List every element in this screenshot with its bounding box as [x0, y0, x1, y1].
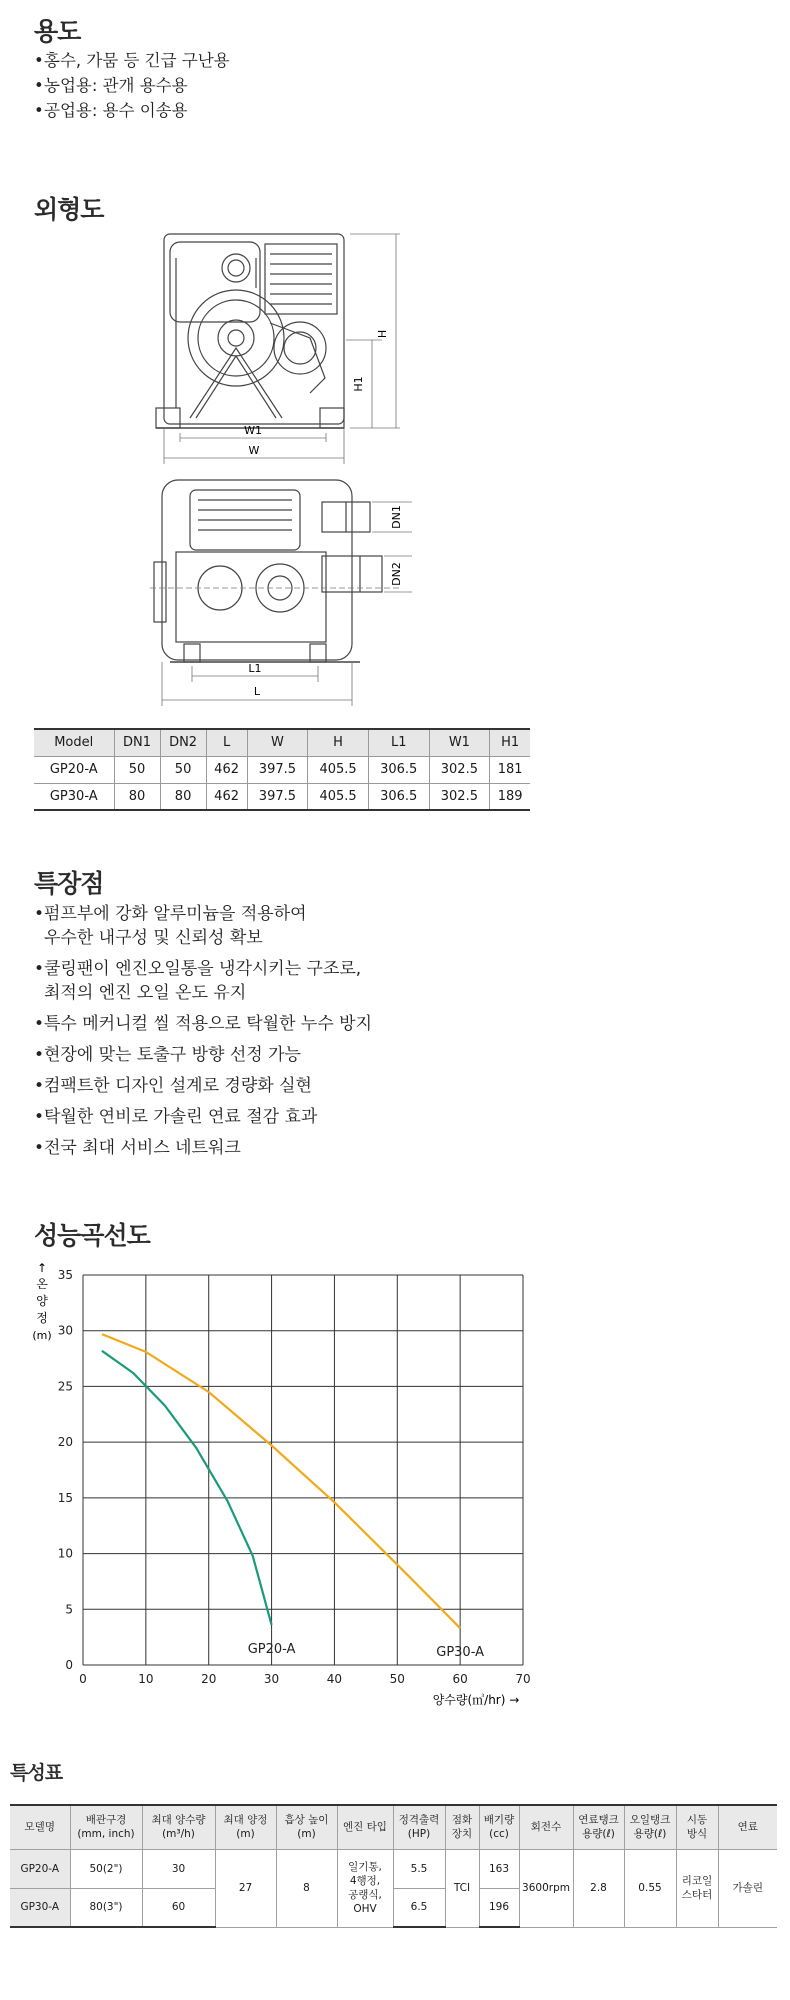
x-tick-label: 50	[389, 1672, 405, 1686]
spec-table-header	[10, 1805, 777, 1849]
x-tick-label: 0	[79, 1672, 87, 1686]
start-line: 리코일	[681, 1875, 713, 1887]
y-axis-title-line: 양	[36, 1294, 48, 1308]
table-cell: 60	[142, 1888, 215, 1927]
y-tick-label: 25	[57, 1379, 73, 1394]
usage-list	[34, 48, 230, 123]
table-cell: 가솔린	[718, 1849, 777, 1927]
feature-item	[34, 957, 372, 1005]
col-header: DN1	[114, 729, 160, 756]
table-cell: 5.5	[393, 1849, 445, 1888]
table-cell: 80	[114, 783, 160, 810]
header-line: 최대 양정	[223, 1814, 268, 1827]
dim-label-w: W	[248, 444, 260, 457]
series-line	[102, 1351, 272, 1625]
feature-line: • 펌프부에 강화 알루미늄을 적용하여	[44, 904, 307, 924]
model-cell: GP30-A	[10, 1888, 70, 1927]
y-axis-title	[32, 1261, 51, 1342]
col-header	[142, 1805, 215, 1849]
col-header	[215, 1805, 276, 1849]
series-label: GP30-A	[436, 1645, 485, 1661]
header-line: 회전수	[530, 1821, 562, 1834]
pump-side-drawing	[150, 470, 420, 710]
feature-line: • 전국 최대 서비스 네트워크	[44, 1138, 241, 1158]
dim-label-dn2: DN2	[390, 562, 403, 586]
header-line: 용량(ℓ)	[582, 1828, 615, 1841]
dim-label-l1: L1	[248, 662, 262, 675]
start-line: 스타터	[681, 1889, 713, 1901]
feature-item	[34, 1105, 372, 1129]
dim-label-dn1: DN1	[390, 505, 403, 529]
table-cell: 196	[479, 1888, 519, 1927]
performance-heading: 성능곡선도	[34, 1221, 150, 1250]
col-header	[519, 1805, 573, 1849]
table-cell: 0.55	[624, 1849, 676, 1927]
dimensions-table-header	[34, 729, 530, 756]
y-tick-label: 30	[57, 1323, 73, 1338]
table-cell: 30	[142, 1849, 215, 1888]
feature-line: • 컴팩트한 디자인 설계로 경량화 실현	[44, 1076, 312, 1096]
dim-label-w1: W1	[244, 424, 262, 437]
table-cell: 50	[160, 756, 206, 783]
dim-label-l: L	[253, 685, 261, 698]
col-header: W	[247, 729, 308, 756]
feature-item	[34, 1074, 372, 1098]
header-line: (cc)	[489, 1828, 509, 1841]
table-cell: 6.5	[393, 1888, 445, 1927]
feature-item	[34, 1043, 372, 1067]
performance-chart	[0, 1255, 560, 1715]
features-heading: 특장점	[34, 869, 104, 898]
usage-item: • 공업용: 용수 이송용	[34, 98, 230, 123]
table-cell: GP20-A	[34, 756, 114, 783]
feature-line: • 현장에 맞는 토출구 방향 선정 가능	[44, 1045, 301, 1065]
header-line: 시동	[686, 1814, 708, 1827]
table-cell: 80	[160, 783, 206, 810]
col-header: W1	[429, 729, 490, 756]
engine-line: 공랭식,	[348, 1889, 382, 1901]
col-header: H	[308, 729, 369, 756]
col-header	[337, 1805, 393, 1849]
y-tick-label: 5	[65, 1602, 73, 1617]
col-header: Model	[34, 729, 114, 756]
table-cell: 189	[490, 783, 530, 810]
header-line: 배기량	[483, 1814, 515, 1827]
y-tick-label: 35	[57, 1268, 73, 1282]
col-header	[573, 1805, 624, 1849]
y-axis-title-line: 온	[36, 1277, 48, 1291]
table-cell: 50	[114, 756, 160, 783]
feature-item	[34, 1012, 372, 1036]
y-tick-label: 20	[57, 1435, 73, 1450]
feature-line: • 탁월한 연비로 가솔린 연료 절감 효과	[44, 1107, 318, 1127]
y-axis-title-line: 정	[36, 1311, 48, 1325]
engine-line: OHV	[353, 1903, 377, 1915]
outline-heading: 외형도	[34, 195, 104, 224]
table-cell: 2.8	[573, 1849, 624, 1927]
table-cell: 462	[206, 783, 247, 810]
table-cell: TCI	[445, 1849, 479, 1927]
col-header	[718, 1805, 777, 1849]
header-line: 정격출력	[398, 1814, 440, 1827]
table-cell: 80(3")	[70, 1888, 142, 1927]
col-header: DN2	[160, 729, 206, 756]
table-cell: 306.5	[368, 756, 429, 783]
header-line: (m)	[236, 1828, 255, 1841]
col-header: L1	[368, 729, 429, 756]
header-line: (mm, inch)	[77, 1828, 135, 1841]
usage-item: • 농업용: 관개 용수용	[34, 73, 230, 98]
header-line: 점화	[451, 1814, 473, 1827]
header-line: 모델명	[24, 1821, 55, 1834]
series-line	[102, 1334, 460, 1628]
dim-label-h: H	[376, 329, 389, 339]
col-header: H1	[490, 729, 530, 756]
x-tick-label: 30	[263, 1672, 280, 1686]
header-line: (HP)	[407, 1828, 431, 1841]
table-cell: 405.5	[308, 756, 369, 783]
engine-line: 4행정,	[349, 1875, 381, 1887]
usage-item: • 홍수, 가뭄 등 긴급 구난용	[34, 48, 230, 73]
y-tick-label: 15	[57, 1490, 73, 1505]
col-header	[624, 1805, 676, 1849]
dimensions-table	[34, 728, 530, 811]
table-cell: 27	[215, 1849, 276, 1927]
col-header	[10, 1805, 70, 1849]
dim-label-h1: H1	[352, 376, 365, 392]
table-cell: 397.5	[247, 756, 308, 783]
y-tick-label: 10	[57, 1546, 73, 1561]
table-cell	[337, 1849, 393, 1927]
series-label: GP20-A	[247, 1641, 296, 1657]
usage-heading: 용도	[34, 17, 81, 46]
header-line: (m)	[297, 1828, 316, 1841]
table-cell: 397.5	[247, 783, 308, 810]
feature-line: 우수한 내구성 및 신뢰성 확보	[44, 928, 263, 948]
col-header	[445, 1805, 479, 1849]
y-tick-label: 0	[65, 1658, 73, 1672]
table-cell: 405.5	[308, 783, 369, 810]
table-cell: 163	[479, 1849, 519, 1888]
engine-line: 일기통,	[348, 1861, 382, 1873]
header-line: 방식	[686, 1828, 708, 1841]
x-tick-label: 40	[326, 1672, 343, 1686]
spec-heading: 특성표	[10, 1762, 63, 1784]
x-tick-label: 70	[515, 1672, 531, 1686]
feature-item	[34, 1136, 372, 1160]
feature-line: 최적의 엔진 오일 온도 유지	[44, 983, 247, 1003]
pump-front-drawing	[150, 228, 410, 466]
feature-item	[34, 902, 372, 950]
table-cell	[676, 1849, 718, 1927]
table-cell: 462	[206, 756, 247, 783]
header-line: 연료	[737, 1821, 758, 1834]
header-line: 오일탱크	[629, 1814, 671, 1827]
header-line: 배관구경	[85, 1814, 127, 1827]
col-header	[276, 1805, 337, 1849]
header-line: 흡상 높이	[284, 1814, 329, 1827]
y-axis-title-line: ↑	[36, 1261, 48, 1275]
table-row	[34, 756, 530, 783]
col-header: L	[206, 729, 247, 756]
x-tick-label: 20	[201, 1672, 217, 1686]
x-axis-title: 양수량(㎥/hr) →	[432, 1693, 520, 1707]
table-cell: 8	[276, 1849, 337, 1927]
header-line: 장치	[451, 1828, 473, 1841]
table-cell: 302.5	[429, 783, 490, 810]
header-line: (m³/h)	[162, 1828, 195, 1841]
model-cell: GP20-A	[10, 1849, 70, 1888]
table-cell: 3600rpm	[519, 1849, 573, 1927]
header-line: 최대 양수량	[151, 1814, 206, 1827]
feature-line: • 쿨링팬이 엔진오일통을 냉각시키는 구조로,	[44, 959, 362, 979]
header-line: 엔진 타입	[343, 1821, 387, 1834]
header-line: 연료탱크	[578, 1814, 619, 1827]
header-line: 용량(ℓ)	[633, 1828, 667, 1841]
spec-table	[10, 1804, 777, 1928]
features-list	[34, 902, 372, 1167]
table-row	[10, 1849, 777, 1888]
col-header	[70, 1805, 142, 1849]
table-row	[34, 783, 530, 810]
table-cell: 302.5	[429, 756, 490, 783]
table-cell: 181	[490, 756, 530, 783]
x-tick-label: 10	[138, 1672, 154, 1686]
y-axis-title-line: (m)	[32, 1329, 52, 1342]
col-header	[676, 1805, 718, 1849]
table-cell: 50(2")	[70, 1849, 142, 1888]
table-cell: GP30-A	[34, 783, 114, 810]
table-cell: 306.5	[368, 783, 429, 810]
feature-line: • 특수 메커니컬 씰 적용으로 탁월한 누수 방지	[44, 1014, 373, 1034]
col-header	[393, 1805, 445, 1849]
x-tick-label: 60	[452, 1672, 468, 1686]
col-header	[479, 1805, 519, 1849]
